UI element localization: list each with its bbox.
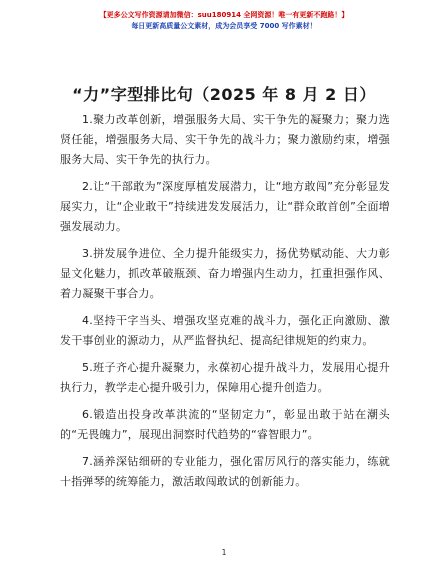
document-body bbox=[60, 110, 390, 499]
paragraph-1: 1.聚力改革创新，增强服务大局、实干争先的凝聚力；聚力选贤任能，增强服务大局、实干争先的战斗力；聚力激励约束，增强服务大局、实干争先的执行力。 bbox=[60, 113, 390, 166]
paragraph-6: 6.锻造出投身改革洪流的“坚韧定力”，彰显出敢于站在潮头的“无畏魄力”，展现出洞察时代趋势的“睿智眼力”。 bbox=[60, 408, 390, 441]
paragraph-5: 5.班子齐心提升凝聚力，永葆初心提升战斗力，发展用心提升执行力，教学走心提升吸引力，保障用心提升创造力。 bbox=[60, 361, 390, 394]
paragraph-4: 4.坚持干字当头、增强攻坚克难的战斗力，强化正向激励、激发干事创业的源动力，从严监督执纪、提高纪律规矩的约束力。 bbox=[60, 314, 390, 347]
promo-line-2: 每日更新高质量公文素材，成为会员享受 7000 写作素材！ bbox=[131, 22, 317, 30]
promo-banner bbox=[0, 10, 448, 32]
paragraph-7: 7.涵养深钻细研的专业能力，强化雷厉风行的落实能力，练就十指弹琴的统筹能力，激活敢闯敢试的创新能力。 bbox=[60, 455, 390, 488]
page-number: 1 bbox=[221, 548, 227, 557]
promo-line-1: 【更多公文写作资源请加微信：suu180914 全网资源！唯一有更新不跑路！】 bbox=[99, 11, 349, 19]
paragraph-2: 2.让“干部敢为”深度厚植发展潜力，让“地方敢闯”充分彰显发展实力，让“企业敢干”持续进发发展活力，让“群众敢首创”全面增强发展动力。 bbox=[60, 180, 390, 233]
document-title: “力”字型排比句（2025 年 8 月 2 日） bbox=[72, 85, 376, 104]
paragraph-3: 3.拼发展争进位、全力提升能级实力，扬优势赋动能、大力彰显文化魅力，抓改革破瓶颈、奋力增强内生动力，扛重担强作风、着力凝聚干事合力。 bbox=[60, 247, 390, 300]
